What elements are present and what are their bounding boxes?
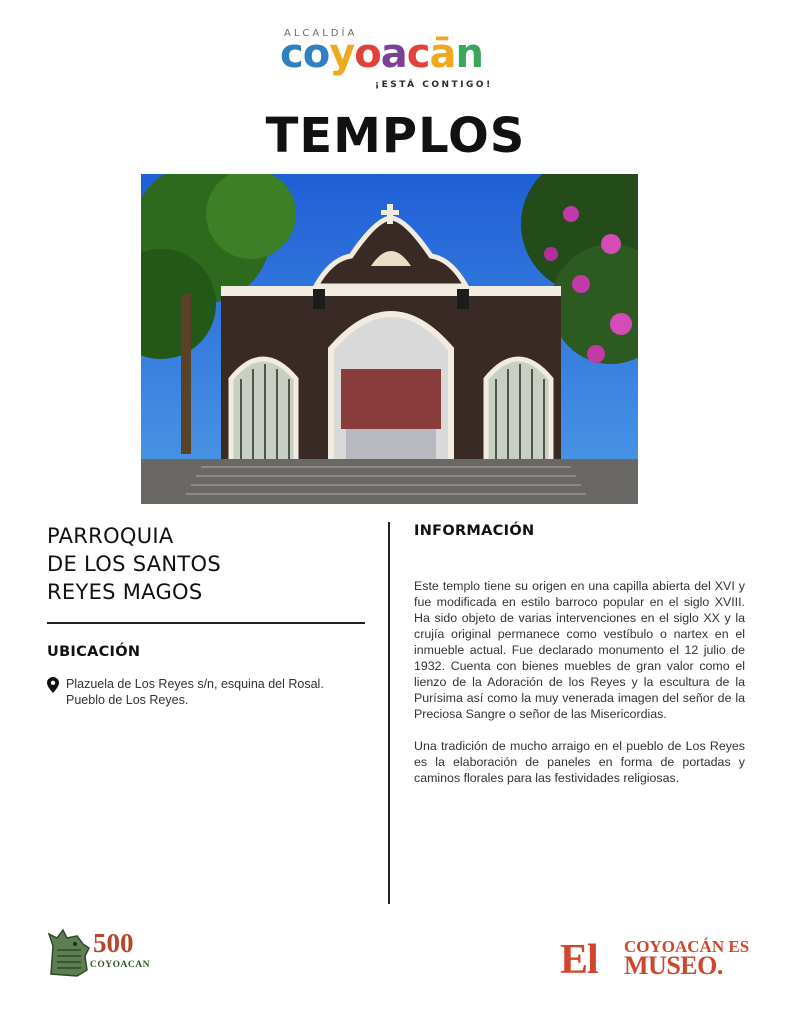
museo-logo-el: El <box>560 937 598 983</box>
coyoacan-es-museo-logo <box>560 935 750 983</box>
coyoacan-500-logo <box>47 926 157 980</box>
church-name-line: PARROQUIA <box>47 524 174 548</box>
church-illustration <box>141 174 638 504</box>
logo-letter: y <box>329 31 355 77</box>
logo-letter: c <box>406 31 430 77</box>
church-name-block <box>47 522 367 606</box>
logo-kicker: ALCALDÍA <box>284 28 358 39</box>
map-pin-icon <box>47 677 59 708</box>
logo-500-number: 500 <box>93 928 134 958</box>
logo-letter: c <box>280 31 303 77</box>
museo-logo-line1: COYOACÁN ES <box>624 937 750 956</box>
logo-500-text: COYOACAN <box>90 960 150 970</box>
logo-letter: o <box>302 31 330 77</box>
address <box>47 676 367 708</box>
column-divider <box>388 522 390 904</box>
museo-logo-line2: MUSEO. <box>624 951 723 980</box>
page-title: TEMPLOS <box>265 108 526 164</box>
church-name-line: DE LOS SANTOS <box>47 552 221 576</box>
address-line: Plazuela de Los Reyes s/n, esquina del Rosal. <box>66 677 324 691</box>
church-photo <box>141 174 638 504</box>
information-body <box>414 578 745 786</box>
information-paragraph: Este templo tiene su origen en una capilla abierta del XVI y fue modificada en estilo barroco popular en el siglo XVIII. Ha sido objeto de varias intervenciones en el siglo XX y la crujía original permanece como vestíbulo o nartex en el inmueble actual. Fue declarado monumento el 12 julio de 1932. Cuenta con bienes muebles de gran valor como el lienzo de la Adoración de los Reyes y la escultura de la Purísima así como la muy venerada imagen del señor de la Preciosa Sangre o señor de las Misericordias. <box>414 579 745 721</box>
logo-letter: o <box>354 31 381 77</box>
section-divider <box>47 622 365 624</box>
information-paragraph: Una tradición de mucho arraigo en el pueblo de Los Reyes es la elaboración de paneles en forma de portadas y caminos florales para las festividades religiosas. <box>414 739 745 785</box>
church-name <box>47 522 367 606</box>
address-line: Pueblo de Los Reyes. <box>66 693 189 707</box>
information-heading: INFORMACIÓN <box>414 523 535 539</box>
logo-letter: n <box>455 31 483 77</box>
logo-letter: ā <box>429 31 456 77</box>
logo-tagline: ¡ESTÁ CONTIGO! <box>375 80 493 90</box>
logo-letter: a <box>380 31 407 77</box>
church-name-line: REYES MAGOS <box>47 580 203 604</box>
alcaldia-coyoacan-logo <box>270 28 520 94</box>
coyote-glyph-icon <box>47 926 91 978</box>
location-heading: UBICACIÓN <box>47 644 141 660</box>
